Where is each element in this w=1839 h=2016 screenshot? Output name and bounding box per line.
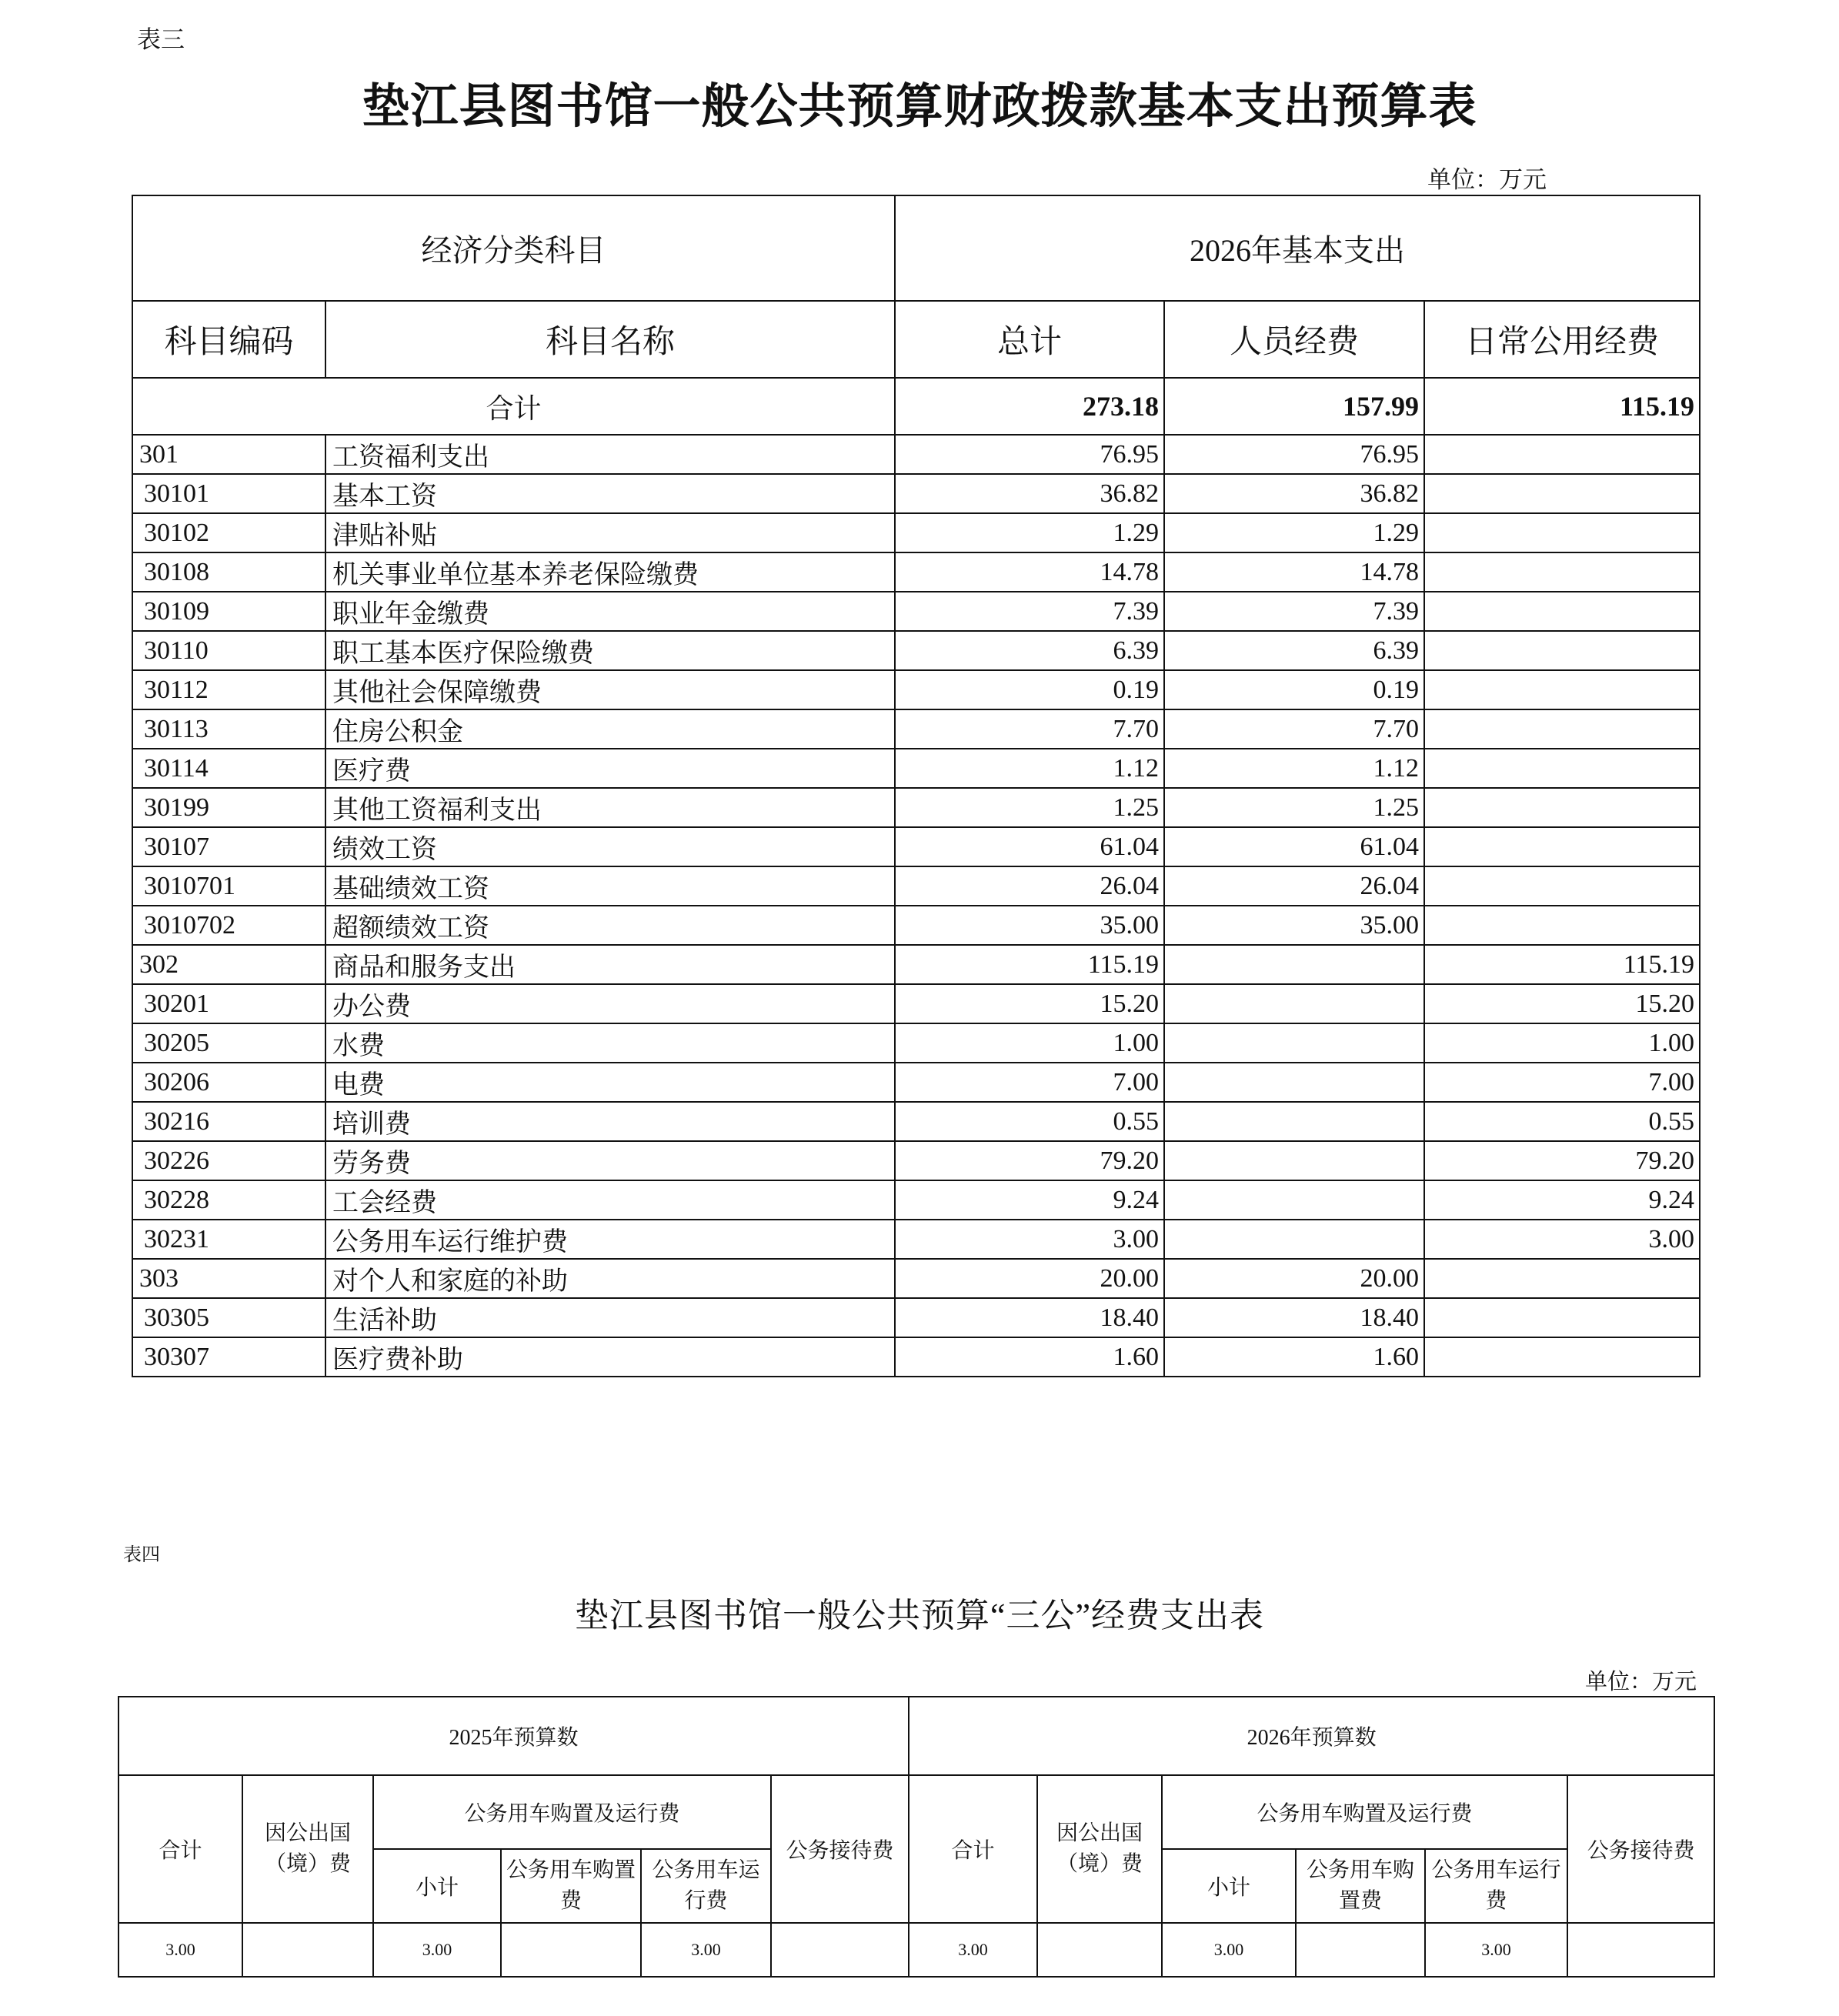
row-total: 1.12 [895, 749, 1164, 788]
table3-header-row-2 [132, 301, 1700, 378]
subject-name: 公务用车运行维护费 [325, 1220, 895, 1259]
subject-name: 对个人和家庭的补助 [325, 1259, 895, 1298]
row-personnel [1164, 1220, 1424, 1259]
subject-code: 3010702 [132, 906, 325, 945]
row-total: 26.04 [895, 866, 1164, 906]
row-public [1424, 788, 1700, 827]
subject-name: 住房公积金 [325, 709, 895, 749]
row-personnel: 61.04 [1164, 827, 1424, 866]
subject-code: 303 [132, 1259, 325, 1298]
subject-name: 基本工资 [325, 474, 895, 513]
col-2026-subtotal: 小计 [1162, 1849, 1296, 1923]
subject-code: 30228 [132, 1180, 325, 1220]
row-personnel: 18.40 [1164, 1298, 1424, 1337]
col-2025-reception: 公务接待费 [771, 1775, 909, 1923]
row-total: 1.60 [895, 1337, 1164, 1377]
subject-name: 水费 [325, 1023, 895, 1063]
row-public: 1.00 [1424, 1023, 1700, 1063]
row-total: 3.00 [895, 1220, 1164, 1259]
subject-code: 3010701 [132, 866, 325, 906]
subject-code: 30307 [132, 1337, 325, 1377]
subject-code: 30305 [132, 1298, 325, 1337]
val-2026-total: 3.00 [909, 1923, 1037, 1977]
row-personnel: 7.70 [1164, 709, 1424, 749]
col-2025-total: 合计 [118, 1775, 242, 1923]
row-personnel: 20.00 [1164, 1259, 1424, 1298]
row-total: 7.70 [895, 709, 1164, 749]
year-2026-header: 2026年预算数 [909, 1697, 1714, 1775]
val-2026-purchase [1296, 1923, 1425, 1977]
row-public: 7.00 [1424, 1063, 1700, 1102]
row-public [1424, 670, 1700, 709]
three-public-expenses-table [118, 1696, 1715, 1978]
row-public [1424, 827, 1700, 866]
subject-name: 职业年金缴费 [325, 592, 895, 631]
row-public: 3.00 [1424, 1220, 1700, 1259]
subject-name: 其他工资福利支出 [325, 788, 895, 827]
subject-name: 医疗费 [325, 749, 895, 788]
table3-title: 垫江县图书馆一般公共预算财政拨款基本支出预算表 [362, 81, 1477, 133]
val-2025-purchase [501, 1923, 641, 1977]
subject-code: 30231 [132, 1220, 325, 1259]
subject-name: 培训费 [325, 1102, 895, 1141]
row-public [1424, 866, 1700, 906]
row-personnel: 1.29 [1164, 513, 1424, 552]
table-row [132, 709, 1700, 749]
row-total: 20.00 [895, 1259, 1164, 1298]
subject-code: 30205 [132, 1023, 325, 1063]
table-row [132, 513, 1700, 552]
subject-name: 生活补助 [325, 1298, 895, 1337]
subject-name: 基础绩效工资 [325, 866, 895, 906]
subject-name: 其他社会保障缴费 [325, 670, 895, 709]
row-personnel [1164, 1180, 1424, 1220]
row-public [1424, 1259, 1700, 1298]
col-subject-code: 科目编码 [132, 301, 325, 378]
row-total: 1.29 [895, 513, 1164, 552]
row-total: 115.19 [895, 945, 1164, 984]
table-row [132, 749, 1700, 788]
header-economic-class: 经济分类科目 [132, 195, 895, 301]
row-total: 6.39 [895, 631, 1164, 670]
table4-title: 垫江县图书馆一般公共预算“三公”经费支出表 [574, 1597, 1265, 1634]
subject-code: 30102 [132, 513, 325, 552]
row-public [1424, 592, 1700, 631]
subject-code: 30112 [132, 670, 325, 709]
subject-name: 商品和服务支出 [325, 945, 895, 984]
row-total: 76.95 [895, 435, 1164, 474]
basic-expenditure-table [132, 195, 1700, 1377]
table4-year-row [118, 1697, 1714, 1775]
row-total: 1.25 [895, 788, 1164, 827]
subject-code: 302 [132, 945, 325, 984]
val-2025-abroad [242, 1923, 373, 1977]
row-personnel: 6.39 [1164, 631, 1424, 670]
subject-code: 30109 [132, 592, 325, 631]
row-total: 36.82 [895, 474, 1164, 513]
table4-label: 表四 [123, 1545, 160, 1565]
table-row [132, 1180, 1700, 1220]
table-row [132, 945, 1700, 984]
row-public [1424, 552, 1700, 592]
table4-unit: 单位：万元 [1585, 1670, 1697, 1694]
row-public: 0.55 [1424, 1102, 1700, 1141]
col-2025-subtotal: 小计 [373, 1849, 501, 1923]
total-total: 273.18 [895, 378, 1164, 435]
table-row [132, 474, 1700, 513]
subject-code: 30114 [132, 749, 325, 788]
table3-header-row-1 [132, 195, 1700, 301]
row-total: 9.24 [895, 1180, 1164, 1220]
subject-code: 301 [132, 435, 325, 474]
row-personnel [1164, 1023, 1424, 1063]
row-public [1424, 631, 1700, 670]
row-personnel: 1.12 [1164, 749, 1424, 788]
row-public [1424, 1298, 1700, 1337]
col-personnel: 人员经费 [1164, 301, 1424, 378]
row-public: 9.24 [1424, 1180, 1700, 1220]
subject-name: 电费 [325, 1063, 895, 1102]
row-total: 7.00 [895, 1063, 1164, 1102]
row-total: 35.00 [895, 906, 1164, 945]
col-total: 总计 [895, 301, 1164, 378]
col-2026-operation: 公务用车运行费 [1425, 1849, 1567, 1923]
col-2025-purchase: 公务用车购置费 [501, 1849, 641, 1923]
val-2025-reception [771, 1923, 909, 1977]
row-personnel [1164, 984, 1424, 1023]
col-subject-name: 科目名称 [325, 301, 895, 378]
table-row [132, 1141, 1700, 1180]
subject-code: 30110 [132, 631, 325, 670]
row-public [1424, 513, 1700, 552]
row-public [1424, 749, 1700, 788]
table-row [132, 1023, 1700, 1063]
table-row [132, 670, 1700, 709]
row-personnel: 14.78 [1164, 552, 1424, 592]
subject-name: 工会经费 [325, 1180, 895, 1220]
table-row [132, 552, 1700, 592]
table-row [132, 1298, 1700, 1337]
val-2026-subtotal: 3.00 [1162, 1923, 1296, 1977]
row-total: 0.55 [895, 1102, 1164, 1141]
subject-code: 30226 [132, 1141, 325, 1180]
row-personnel: 76.95 [1164, 435, 1424, 474]
table-row [132, 866, 1700, 906]
table-row [132, 788, 1700, 827]
row-personnel [1164, 945, 1424, 984]
table4-header-row [118, 1775, 1714, 1849]
table-row [132, 1337, 1700, 1377]
table-row [132, 435, 1700, 474]
row-total: 18.40 [895, 1298, 1164, 1337]
row-personnel: 7.39 [1164, 592, 1424, 631]
row-personnel [1164, 1141, 1424, 1180]
row-public [1424, 435, 1700, 474]
subject-name: 办公费 [325, 984, 895, 1023]
row-public [1424, 906, 1700, 945]
table3-unit: 单位：万元 [1427, 166, 1547, 193]
col-2026-abroad: 因公出国（境）费 [1037, 1775, 1162, 1923]
val-2025-subtotal: 3.00 [373, 1923, 501, 1977]
row-personnel: 36.82 [1164, 474, 1424, 513]
table-row [132, 631, 1700, 670]
val-2026-reception [1567, 1923, 1714, 1977]
table-row [132, 1220, 1700, 1259]
row-personnel: 26.04 [1164, 866, 1424, 906]
table-row [132, 592, 1700, 631]
row-public: 115.19 [1424, 945, 1700, 984]
subject-name: 绩效工资 [325, 827, 895, 866]
row-personnel [1164, 1102, 1424, 1141]
row-public [1424, 474, 1700, 513]
total-label: 合计 [132, 378, 895, 435]
subject-code: 30199 [132, 788, 325, 827]
row-public [1424, 709, 1700, 749]
subject-code: 30216 [132, 1102, 325, 1141]
subject-name: 工资福利支出 [325, 435, 895, 474]
table-row [132, 906, 1700, 945]
row-total: 14.78 [895, 552, 1164, 592]
subject-name: 机关事业单位基本养老保险缴费 [325, 552, 895, 592]
table-row [132, 1259, 1700, 1298]
header-basic-expenditure: 2026年基本支出 [895, 195, 1700, 301]
subject-code: 30201 [132, 984, 325, 1023]
col-2026-total: 合计 [909, 1775, 1037, 1923]
col-2025-abroad: 因公出国（境）费 [242, 1775, 373, 1923]
row-total: 15.20 [895, 984, 1164, 1023]
table-row [132, 1102, 1700, 1141]
row-personnel: 1.25 [1164, 788, 1424, 827]
subject-code: 30108 [132, 552, 325, 592]
val-2025-total: 3.00 [118, 1923, 242, 1977]
subject-code: 30206 [132, 1063, 325, 1102]
col-2025-vehicle: 公务用车购置及运行费 [373, 1775, 771, 1849]
row-personnel: 1.60 [1164, 1337, 1424, 1377]
row-personnel [1164, 1063, 1424, 1102]
val-2026-operation: 3.00 [1425, 1923, 1567, 1977]
table3-label: 表三 [137, 26, 185, 53]
row-public: 15.20 [1424, 984, 1700, 1023]
subject-name: 劳务费 [325, 1141, 895, 1180]
table-row [132, 827, 1700, 866]
row-total: 0.19 [895, 670, 1164, 709]
col-2026-purchase: 公务用车购置费 [1296, 1849, 1425, 1923]
subject-name: 职工基本医疗保险缴费 [325, 631, 895, 670]
table4-values-row [118, 1923, 1714, 1977]
col-2026-vehicle: 公务用车购置及运行费 [1162, 1775, 1567, 1849]
total-personnel: 157.99 [1164, 378, 1424, 435]
subject-code: 30101 [132, 474, 325, 513]
row-total: 79.20 [895, 1141, 1164, 1180]
col-2025-operation: 公务用车运行费 [641, 1849, 771, 1923]
row-personnel: 35.00 [1164, 906, 1424, 945]
total-row [132, 378, 1700, 435]
table-row [132, 984, 1700, 1023]
subject-name: 超额绩效工资 [325, 906, 895, 945]
val-2025-operation: 3.00 [641, 1923, 771, 1977]
table-row [132, 1063, 1700, 1102]
col-2026-reception: 公务接待费 [1567, 1775, 1714, 1923]
row-public: 79.20 [1424, 1141, 1700, 1180]
row-total: 1.00 [895, 1023, 1164, 1063]
subject-name: 医疗费补助 [325, 1337, 895, 1377]
row-total: 7.39 [895, 592, 1164, 631]
subject-code: 30113 [132, 709, 325, 749]
val-2026-abroad [1037, 1923, 1162, 1977]
col-public: 日常公用经费 [1424, 301, 1700, 378]
year-2025-header: 2025年预算数 [118, 1697, 909, 1775]
subject-code: 30107 [132, 827, 325, 866]
subject-name: 津贴补贴 [325, 513, 895, 552]
row-personnel: 0.19 [1164, 670, 1424, 709]
row-public [1424, 1337, 1700, 1377]
row-total: 61.04 [895, 827, 1164, 866]
total-public: 115.19 [1424, 378, 1700, 435]
